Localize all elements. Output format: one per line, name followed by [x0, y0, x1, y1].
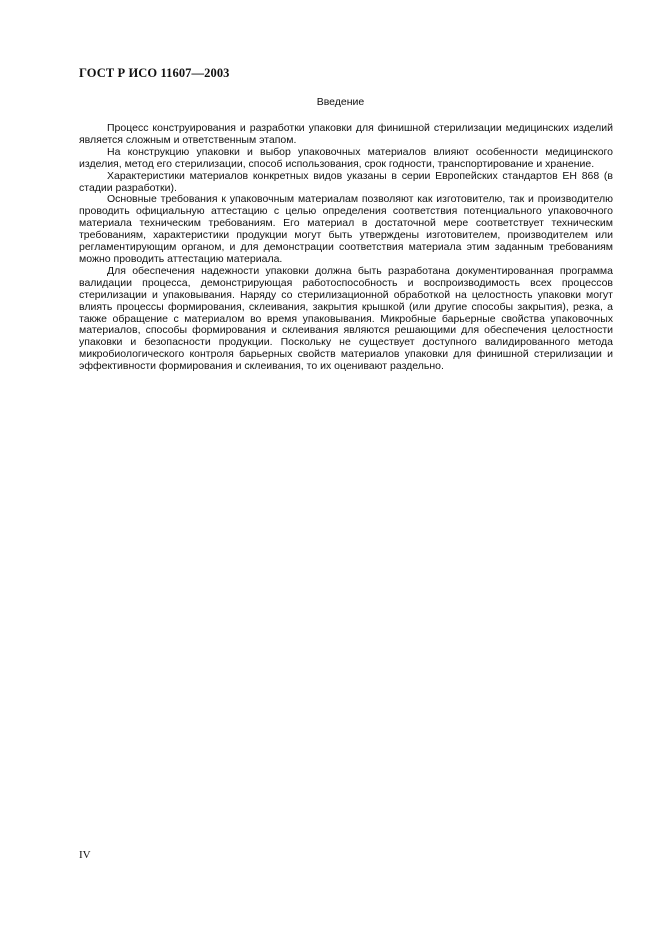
- document-body: [79, 123, 613, 373]
- paragraph: Для обеспечения надежности упаковки должна быть разработана документированная программа валидации процесса, демонстрирующая работоспособность и воспроизводимость всех процессов стерилизации и упаковывания. Наряду со стерилизационной обработкой на целостность упаковки могут влиять процессы формирования, склеивания, закрытия крышкой (или другие способы закрытия), резка, а также обращение с материалом во время упаковывания. Микробные барьерные свойства упаковочных материалов, способы формирования и склеивания являются решающими для обеспечения целостности упаковки и безопасности продукции. Поскольку не существует доступного валидированного метода микробиологического контроля барьерных свойств материалов упаковки для финишной стерилизации и эффективности формирования и склеивания, то их оценивают раздельно.: [79, 264, 613, 373]
- page-number: IV: [79, 849, 91, 861]
- document-header: ГОСТ Р ИСО 11607—2003: [79, 66, 230, 80]
- paragraph: Процесс конструирования и разработки упаковки для финишной стерилизации медицинских изделий является сложным и ответственным этапом.: [79, 122, 613, 146]
- section-title: Введение: [316, 96, 365, 108]
- paragraph: На конструкцию упаковки и выбор упаковочных материалов влияют особенности медицинского изделия, метод его стерилизации, способ использования, срок годности, транспортирование и хранение.: [79, 145, 613, 170]
- paragraph: Характеристики материалов конкретных видов указаны в серии Европейских стандартов ЕН 868 (в стадии разработки).: [79, 169, 613, 194]
- paragraph: Основные требования к упаковочным материалам позволяют как изготовителю, так и производителю проводить официальную аттестацию с целью определения соответствия потенциального упаковочного материала техническим требованиям. Его материал в достаточной мере соответствует техническим требованиям, характеристики продукции могут быть утверждены изготовителем, производителем или регламентирующим органом, и для демонстрации соответствия материала этим заданным требованиям можно проводить аттестацию материала.: [79, 193, 613, 265]
